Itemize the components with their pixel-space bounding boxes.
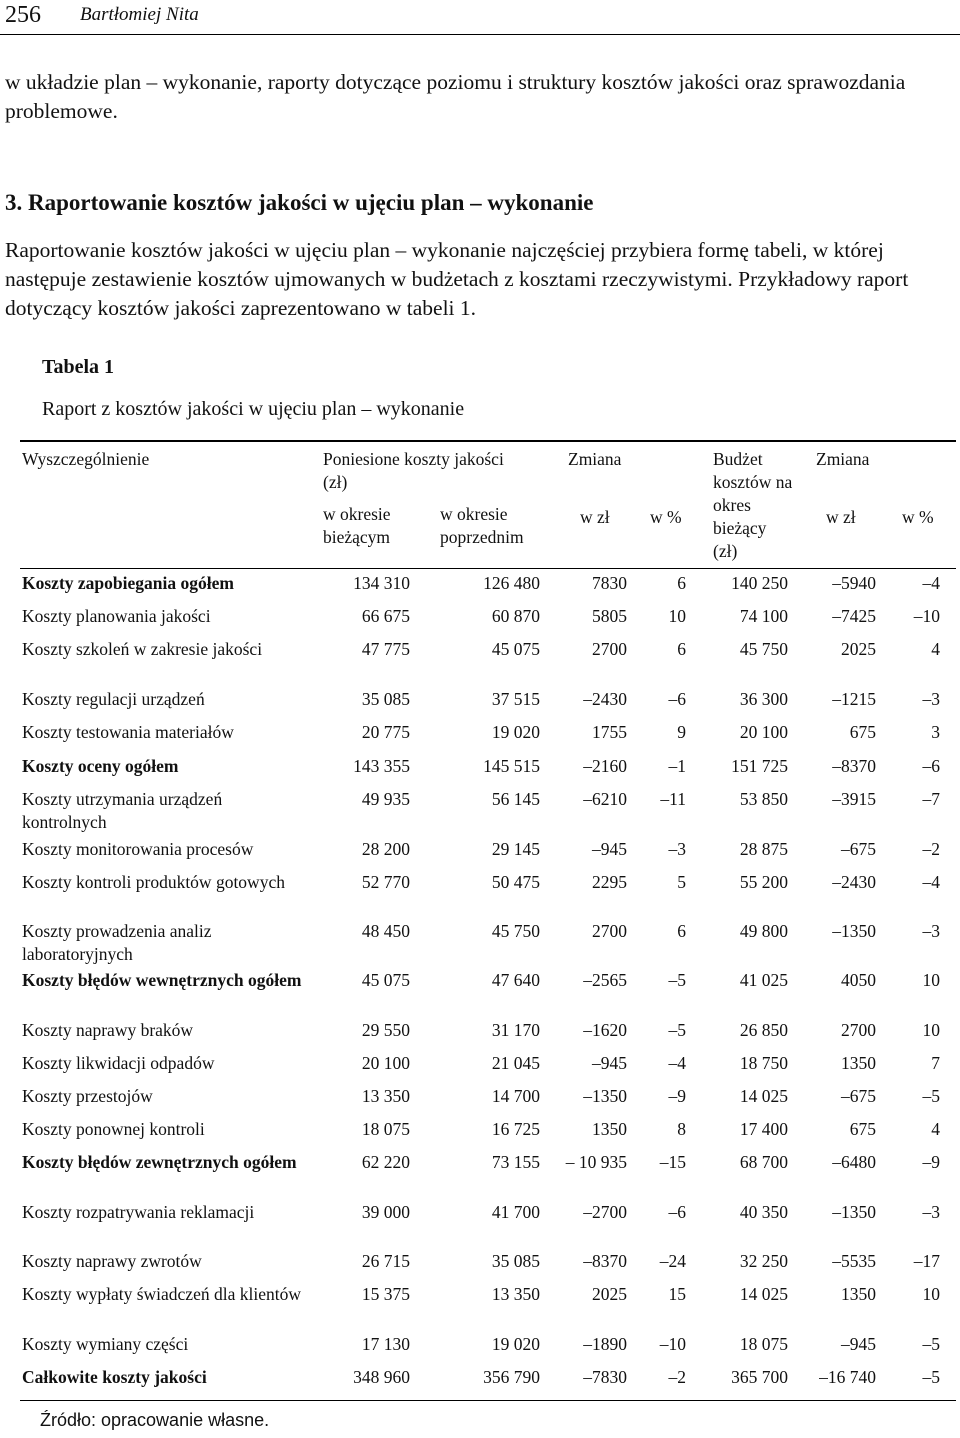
- cell-previous: 19 020: [491, 722, 540, 742]
- cell-previous: 37 515: [491, 689, 540, 709]
- header-budget: Budżet kosztów na okres bieżący (zł): [713, 449, 793, 561]
- cell-change2-zl: –16 740: [819, 1367, 876, 1387]
- cell-previous: 35 085: [491, 1251, 540, 1271]
- cell-current: 52 770: [361, 872, 410, 892]
- section-heading: 3. Raportowanie kosztów jakości w ujęciu plan – wykonanie: [5, 190, 594, 215]
- cell-change2-pct: 3: [931, 722, 940, 742]
- row-label: Koszty naprawy zwrotów: [22, 1251, 202, 1271]
- header-bottom-rule: [20, 568, 956, 569]
- cell-change-pct: –24: [659, 1251, 686, 1271]
- row-label: Koszty ponownej kontroli: [22, 1119, 205, 1139]
- cell-change2-pct: –3: [922, 1202, 940, 1222]
- cell-change2-pct: –17: [913, 1251, 940, 1271]
- cell-change-zl: –945: [592, 1053, 627, 1073]
- cell-change2-pct: –9: [922, 1152, 940, 1172]
- row-label: Koszty monitorowania procesów: [22, 839, 254, 859]
- cell-budget: 68 700: [739, 1152, 788, 1172]
- cell-change-zl: –7830: [583, 1367, 627, 1387]
- cell-change-pct: 9: [677, 722, 686, 742]
- cell-change-zl: – 10 935: [565, 1152, 627, 1172]
- cell-change2-pct: –5: [922, 1367, 940, 1387]
- cell-change-pct: –11: [660, 789, 686, 809]
- cell-change-zl: –945: [592, 839, 627, 859]
- table-bottom-rule: [20, 1400, 956, 1401]
- cell-change-pct: 6: [677, 573, 686, 593]
- table-subtitle: Raport z kosztów jakości w ujęciu plan – wykonanie: [42, 398, 465, 420]
- cell-current: 49 935: [361, 789, 410, 809]
- cell-change2-pct: 7: [931, 1053, 940, 1073]
- row-label: Koszty likwidacji odpadów: [22, 1053, 215, 1073]
- cell-budget: 55 200: [739, 872, 788, 892]
- cell-change2-pct: –3: [922, 689, 940, 709]
- cell-previous: 56 145: [491, 789, 540, 809]
- cell-budget: 365 700: [731, 1367, 788, 1387]
- cell-previous: 50 475: [491, 872, 540, 892]
- cell-budget: 41 025: [739, 970, 788, 990]
- cell-change-zl: –6210: [583, 789, 627, 809]
- row-label: Koszty wypłaty świadczeń dla klientów: [22, 1284, 301, 1304]
- table-caption: Tabela 1: [42, 356, 115, 378]
- row-label: Koszty utrzymania urządzeń kontrolnych: [22, 789, 223, 832]
- cell-current: 348 960: [353, 1367, 410, 1387]
- cell-change-zl: 2025: [592, 1284, 627, 1304]
- cell-change2-pct: –3: [922, 921, 940, 941]
- cell-change2-pct: 10: [922, 1020, 940, 1040]
- cell-change2-zl: –2430: [832, 872, 876, 892]
- cell-current: 26 715: [361, 1251, 410, 1271]
- cell-current: 28 200: [361, 839, 410, 859]
- cell-change-pct: –1: [668, 756, 686, 776]
- cell-change2-zl: 2700: [841, 1020, 876, 1040]
- cell-change-zl: –1350: [583, 1086, 627, 1106]
- cell-change2-zl: –1215: [832, 689, 876, 709]
- cell-change2-pct: 4: [931, 1119, 940, 1139]
- cell-change-zl: –2160: [583, 756, 627, 776]
- cell-budget: 14 025: [739, 1284, 788, 1304]
- cell-change2-pct: –4: [922, 573, 940, 593]
- cell-change-pct: –5: [668, 1020, 686, 1040]
- cell-change2-pct: –5: [922, 1334, 940, 1354]
- cell-change2-pct: –4: [922, 872, 940, 892]
- cell-change2-pct: –7: [922, 789, 940, 809]
- cell-current: 35 085: [361, 689, 410, 709]
- cell-previous: 21 045: [491, 1053, 540, 1073]
- cell-change2-pct: 10: [922, 970, 940, 990]
- cell-previous: 47 640: [491, 970, 540, 990]
- cell-change-zl: –1620: [583, 1020, 627, 1040]
- cell-change-zl: 5805: [592, 606, 627, 626]
- cell-budget: 28 875: [739, 839, 788, 859]
- cell-change2-zl: –945: [841, 1334, 876, 1354]
- cell-change-zl: 1755: [592, 722, 627, 742]
- cell-change2-zl: 2025: [841, 639, 876, 659]
- row-label: Koszty rozpatrywania reklamacji: [22, 1202, 255, 1222]
- cell-current: 20 775: [361, 722, 410, 742]
- cell-change-zl: 2700: [592, 921, 627, 941]
- cell-change-pct: –15: [659, 1152, 686, 1172]
- row-label: Koszty szkoleń w zakresie jakości: [22, 639, 263, 659]
- header-change-1-pct: w %: [650, 507, 682, 527]
- cell-previous: 45 750: [491, 921, 540, 941]
- cell-change2-pct: –5: [922, 1086, 940, 1106]
- cell-previous: 73 155: [491, 1152, 540, 1172]
- cell-previous: 60 870: [491, 606, 540, 626]
- cell-change2-zl: 1350: [841, 1053, 876, 1073]
- source-note: Źródło: opracowanie własne.: [40, 1410, 270, 1430]
- cell-change-pct: –6: [668, 1202, 686, 1222]
- cell-change-zl: –2700: [583, 1202, 627, 1222]
- header-incurred-costs: Poniesione koszty jakości (zł): [323, 449, 504, 492]
- page-number: 256: [5, 2, 41, 28]
- cell-change-pct: –4: [668, 1053, 686, 1073]
- cell-previous: 45 075: [491, 639, 540, 659]
- cell-budget: 17 400: [739, 1119, 788, 1139]
- cell-current: 62 220: [361, 1152, 410, 1172]
- cell-budget: 36 300: [739, 689, 788, 709]
- running-author: Bartłomiej Nita: [80, 4, 199, 25]
- cell-change-zl: –1890: [583, 1334, 627, 1354]
- row-label: Koszty prowadzenia analiz laboratoryjnych: [22, 921, 212, 964]
- cell-change2-zl: –7425: [832, 606, 876, 626]
- row-label: Koszty planowania jakości: [22, 606, 211, 626]
- cell-change2-zl: –1350: [832, 921, 876, 941]
- cell-budget: 20 100: [739, 722, 788, 742]
- cell-change-pct: 10: [668, 606, 686, 626]
- cell-current: 29 550: [361, 1020, 410, 1040]
- cell-budget: 151 725: [731, 756, 788, 776]
- cell-change-pct: 5: [677, 872, 686, 892]
- cell-change-zl: –2565: [583, 970, 627, 990]
- header-current-period: w okresie bieżącym: [323, 504, 391, 547]
- row-label: Koszty wymiany części: [22, 1334, 189, 1354]
- cell-budget: 40 350: [739, 1202, 788, 1222]
- cell-change-pct: 15: [668, 1284, 686, 1304]
- header-previous-period: w okresie poprzednim: [440, 504, 524, 547]
- cell-current: 15 375: [361, 1284, 410, 1304]
- row-label: Koszty naprawy braków: [22, 1020, 194, 1040]
- cell-budget: 74 100: [739, 606, 788, 626]
- header-change-2-pct: w %: [902, 507, 934, 527]
- cell-current: 45 075: [361, 970, 410, 990]
- header-wyszczegolnienie: Wyszczególnienie: [22, 449, 150, 469]
- cell-change-zl: 7830: [592, 573, 627, 593]
- cell-current: 17 130: [361, 1334, 410, 1354]
- row-label: Koszty regulacji urządzeń: [22, 689, 205, 709]
- cell-previous: 126 480: [483, 573, 540, 593]
- cell-budget: 26 850: [739, 1020, 788, 1040]
- cell-change-pct: 6: [677, 639, 686, 659]
- cell-previous: 145 515: [483, 756, 540, 776]
- cell-current: 143 355: [353, 756, 410, 776]
- row-label: Koszty błędów zewnętrznych ogółem: [22, 1152, 297, 1172]
- cell-current: 134 310: [353, 573, 410, 593]
- page-header: [0, 0, 960, 40]
- cell-change-pct: –2: [668, 1367, 686, 1387]
- cell-current: 47 775: [361, 639, 410, 659]
- cell-change2-zl: –3915: [832, 789, 876, 809]
- header-change-1-zl: w zł: [580, 507, 610, 527]
- cell-change-pct: –5: [668, 970, 686, 990]
- cell-previous: 31 170: [491, 1020, 540, 1040]
- cell-change-zl: 2700: [592, 639, 627, 659]
- header-change-1: Zmiana: [568, 449, 622, 469]
- row-label: Całkowite koszty jakości: [22, 1367, 207, 1387]
- table-top-rule: [20, 440, 956, 442]
- cell-budget: 140 250: [731, 573, 788, 593]
- cell-change2-pct: –2: [922, 839, 940, 859]
- cell-change2-zl: –5535: [832, 1251, 876, 1271]
- cell-change-pct: 8: [677, 1119, 686, 1139]
- row-label: Koszty zapobiegania ogółem: [22, 573, 234, 593]
- cell-change-zl: 1350: [592, 1119, 627, 1139]
- cell-change2-zl: –6480: [832, 1152, 876, 1172]
- cell-current: 20 100: [361, 1053, 410, 1073]
- cell-change2-zl: –1350: [832, 1202, 876, 1222]
- cell-change-pct: –6: [668, 689, 686, 709]
- cell-current: 13 350: [361, 1086, 410, 1106]
- cell-budget: 18 075: [739, 1334, 788, 1354]
- cell-current: 39 000: [361, 1202, 410, 1222]
- cell-change2-zl: –675: [841, 1086, 876, 1106]
- header-change-2-zl: w zł: [826, 507, 856, 527]
- cell-current: 66 675: [361, 606, 410, 626]
- header-change-2: Zmiana: [816, 449, 870, 469]
- header-rule: [0, 34, 960, 35]
- cell-previous: 19 020: [491, 1334, 540, 1354]
- cell-budget: 32 250: [739, 1251, 788, 1271]
- cell-current: 18 075: [361, 1119, 410, 1139]
- cell-budget: 53 850: [739, 789, 788, 809]
- cell-change-pct: –10: [659, 1334, 686, 1354]
- cell-previous: 356 790: [483, 1367, 540, 1387]
- cell-budget: 45 750: [739, 639, 788, 659]
- cell-change-pct: –9: [668, 1086, 686, 1106]
- cell-previous: 41 700: [491, 1202, 540, 1222]
- cell-change-zl: –8370: [583, 1251, 627, 1271]
- cell-change-pct: –3: [668, 839, 686, 859]
- cell-current: 48 450: [361, 921, 410, 941]
- cell-previous: 13 350: [491, 1284, 540, 1304]
- intro-paragraph: w układzie plan – wykonanie, raporty dotyczące poziomu i struktury kosztów jakości oraz sprawozdania problemowe.: [5, 70, 906, 123]
- cell-change2-zl: –675: [841, 839, 876, 859]
- cell-change2-pct: –6: [922, 756, 940, 776]
- row-label: Koszty kontroli produktów gotowych: [22, 872, 285, 892]
- cell-change2-pct: –10: [913, 606, 940, 626]
- cell-change-pct: 6: [677, 921, 686, 941]
- cell-budget: 49 800: [739, 921, 788, 941]
- cell-change-zl: –2430: [583, 689, 627, 709]
- row-label: Koszty oceny ogółem: [22, 756, 179, 776]
- cell-budget: 18 750: [739, 1053, 788, 1073]
- body-paragraph: Raportowanie kosztów jakości w ujęciu plan – wykonanie najczęściej przybiera formę tabeli, w której następuje zestawienie kosztów ujmowanych w budżetach z kosztami rzeczywistymi. Przykładowy raport dotyczący kosztów jakości zaprezentowano w tabeli 1.: [5, 238, 909, 320]
- row-label: Koszty przestojów: [22, 1086, 153, 1106]
- cell-change2-zl: 675: [849, 722, 876, 742]
- cell-change2-pct: 4: [931, 639, 940, 659]
- cell-previous: 14 700: [491, 1086, 540, 1106]
- cell-change2-zl: 1350: [841, 1284, 876, 1304]
- row-label: Koszty testowania materiałów: [22, 722, 234, 742]
- cell-change-zl: 2295: [592, 872, 627, 892]
- cell-previous: 29 145: [491, 839, 540, 859]
- cell-change2-zl: 4050: [841, 970, 876, 990]
- cell-change2-pct: 10: [922, 1284, 940, 1304]
- cell-previous: 16 725: [491, 1119, 540, 1139]
- cell-budget: 14 025: [739, 1086, 788, 1106]
- cell-change2-zl: 675: [849, 1119, 876, 1139]
- row-label: Koszty błędów wewnętrznych ogółem: [22, 970, 302, 990]
- cell-change2-zl: –8370: [832, 756, 876, 776]
- cell-change2-zl: –5940: [832, 573, 876, 593]
